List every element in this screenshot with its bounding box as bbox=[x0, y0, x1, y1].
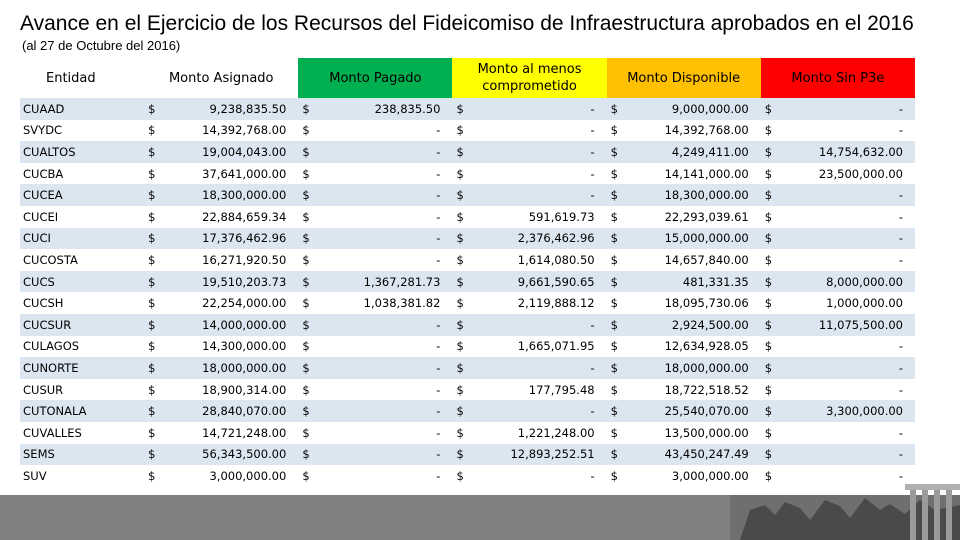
cell-monto-pagado: 1,038,381.82 bbox=[317, 292, 453, 314]
cell-monto-comprometido: 1,221,248.00 bbox=[471, 422, 607, 444]
cell-currency-symbol: $ bbox=[298, 120, 317, 142]
cell-entidad: CUCOSTA bbox=[20, 249, 144, 271]
cell-entidad: CUNORTE bbox=[20, 357, 144, 379]
cell-currency-symbol: $ bbox=[298, 422, 317, 444]
cell-currency-symbol: $ bbox=[607, 98, 626, 120]
table-row bbox=[20, 184, 915, 206]
cell-currency-symbol: $ bbox=[144, 422, 163, 444]
cell-monto-pagado: - bbox=[317, 444, 453, 466]
table-row bbox=[20, 271, 915, 293]
cell-currency-symbol: $ bbox=[144, 184, 163, 206]
cell-currency-symbol: $ bbox=[761, 141, 780, 163]
cell-monto-disponible: 25,540,070.00 bbox=[625, 400, 761, 422]
cell-monto-asignado: 22,254,000.00 bbox=[163, 292, 299, 314]
cell-currency-symbol: $ bbox=[761, 444, 780, 466]
cell-monto-comprometido: 9,661,590.65 bbox=[471, 271, 607, 293]
cell-currency-symbol: $ bbox=[452, 314, 471, 336]
table-row bbox=[20, 357, 915, 379]
cell-currency-symbol: $ bbox=[452, 444, 471, 466]
cell-currency-symbol: $ bbox=[607, 292, 626, 314]
cell-monto-pagado: 1,367,281.73 bbox=[317, 271, 453, 293]
cell-entidad: SVYDC bbox=[20, 120, 144, 142]
cell-currency-symbol: $ bbox=[761, 271, 780, 293]
cell-currency-symbol: $ bbox=[607, 444, 626, 466]
cell-monto-asignado: 14,000,000.00 bbox=[163, 314, 299, 336]
cell-monto-sin-p3e: 11,075,500.00 bbox=[779, 314, 915, 336]
cell-currency-symbol: $ bbox=[144, 357, 163, 379]
cell-monto-comprometido: 1,614,080.50 bbox=[471, 249, 607, 271]
cell-monto-comprometido: 12,893,252.51 bbox=[471, 444, 607, 466]
cell-monto-pagado: - bbox=[317, 141, 453, 163]
cell-monto-asignado: 19,510,203.73 bbox=[163, 271, 299, 293]
cell-currency-symbol: $ bbox=[452, 357, 471, 379]
cell-currency-symbol: $ bbox=[298, 184, 317, 206]
cell-monto-sin-p3e: - bbox=[779, 249, 915, 271]
cell-currency-symbol: $ bbox=[607, 400, 626, 422]
page-title: Avance en el Ejercicio de los Recursos del Fideicomiso de Infraestructura aprobados en el 2016 bbox=[20, 12, 914, 35]
cell-entidad: CUCS bbox=[20, 271, 144, 293]
table-row bbox=[20, 141, 915, 163]
cell-currency-symbol: $ bbox=[144, 292, 163, 314]
cell-currency-symbol: $ bbox=[607, 184, 626, 206]
cell-monto-pagado: - bbox=[317, 206, 453, 228]
cell-monto-asignado: 18,300,000.00 bbox=[163, 184, 299, 206]
cell-monto-sin-p3e: - bbox=[779, 465, 915, 487]
cell-monto-sin-p3e: - bbox=[779, 206, 915, 228]
cell-monto-disponible: 3,000,000.00 bbox=[625, 465, 761, 487]
cell-currency-symbol: $ bbox=[607, 206, 626, 228]
cell-currency-symbol: $ bbox=[607, 163, 626, 185]
cell-currency-symbol: $ bbox=[452, 465, 471, 487]
cell-currency-symbol: $ bbox=[298, 314, 317, 336]
table-row bbox=[20, 163, 915, 185]
cell-monto-comprometido: 591,619.73 bbox=[471, 206, 607, 228]
cell-monto-comprometido: - bbox=[471, 400, 607, 422]
cell-currency-symbol: $ bbox=[607, 120, 626, 142]
cell-monto-pagado: - bbox=[317, 314, 453, 336]
header-monto-sin-p3e: Monto Sin P3e bbox=[761, 58, 915, 98]
cell-monto-pagado: - bbox=[317, 249, 453, 271]
cell-currency-symbol: $ bbox=[298, 444, 317, 466]
cell-currency-symbol: $ bbox=[761, 249, 780, 271]
cell-monto-pagado: - bbox=[317, 228, 453, 250]
cell-currency-symbol: $ bbox=[607, 141, 626, 163]
cell-entidad: CULAGOS bbox=[20, 336, 144, 358]
header-monto-pagado: Monto Pagado bbox=[298, 58, 452, 98]
cell-currency-symbol: $ bbox=[298, 98, 317, 120]
cell-currency-symbol: $ bbox=[761, 379, 780, 401]
cell-monto-comprometido: - bbox=[471, 163, 607, 185]
cell-monto-sin-p3e: 3,300,000.00 bbox=[779, 400, 915, 422]
cell-currency-symbol: $ bbox=[452, 249, 471, 271]
cell-monto-sin-p3e: - bbox=[779, 228, 915, 250]
cell-currency-symbol: $ bbox=[452, 163, 471, 185]
cell-entidad: CUCSH bbox=[20, 292, 144, 314]
cell-monto-disponible: 15,000,000.00 bbox=[625, 228, 761, 250]
cell-monto-sin-p3e: - bbox=[779, 357, 915, 379]
funds-table bbox=[20, 58, 915, 487]
cell-currency-symbol: $ bbox=[607, 249, 626, 271]
cell-currency-symbol: $ bbox=[144, 271, 163, 293]
cell-entidad: CUTONALA bbox=[20, 400, 144, 422]
cell-monto-disponible: 2,924,500.00 bbox=[625, 314, 761, 336]
cell-entidad: CUALTOS bbox=[20, 141, 144, 163]
table-row bbox=[20, 314, 915, 336]
table-header-row bbox=[20, 58, 915, 98]
cell-monto-disponible: 43,450,247.49 bbox=[625, 444, 761, 466]
cell-monto-disponible: 481,331.35 bbox=[625, 271, 761, 293]
cell-monto-pagado: - bbox=[317, 336, 453, 358]
cell-monto-sin-p3e: 1,000,000.00 bbox=[779, 292, 915, 314]
cell-currency-symbol: $ bbox=[144, 206, 163, 228]
cell-monto-pagado: - bbox=[317, 422, 453, 444]
cell-monto-disponible: 18,000,000.00 bbox=[625, 357, 761, 379]
cell-monto-comprometido: - bbox=[471, 98, 607, 120]
cell-currency-symbol: $ bbox=[452, 336, 471, 358]
cell-currency-symbol: $ bbox=[452, 228, 471, 250]
cell-monto-comprometido: 2,376,462.96 bbox=[471, 228, 607, 250]
cell-currency-symbol: $ bbox=[761, 120, 780, 142]
cell-monto-sin-p3e: - bbox=[779, 444, 915, 466]
cell-currency-symbol: $ bbox=[607, 422, 626, 444]
header-monto-disponible: Monto Disponible bbox=[607, 58, 761, 98]
cell-currency-symbol: $ bbox=[607, 357, 626, 379]
table-body bbox=[20, 98, 915, 487]
cell-monto-comprometido: 1,665,071.95 bbox=[471, 336, 607, 358]
cell-monto-comprometido: - bbox=[471, 357, 607, 379]
cell-monto-sin-p3e: - bbox=[779, 336, 915, 358]
cell-monto-asignado: 9,238,835.50 bbox=[163, 98, 299, 120]
cell-currency-symbol: $ bbox=[298, 206, 317, 228]
cell-monto-sin-p3e: 8,000,000.00 bbox=[779, 271, 915, 293]
cell-monto-disponible: 14,392,768.00 bbox=[625, 120, 761, 142]
cell-entidad: CUCEI bbox=[20, 206, 144, 228]
cell-monto-disponible: 14,657,840.00 bbox=[625, 249, 761, 271]
table-row bbox=[20, 422, 915, 444]
cell-monto-sin-p3e: - bbox=[779, 98, 915, 120]
cell-entidad: CUVALLES bbox=[20, 422, 144, 444]
cell-currency-symbol: $ bbox=[607, 379, 626, 401]
cell-currency-symbol: $ bbox=[452, 141, 471, 163]
page-subtitle: (al 27 de Octubre del 2016) bbox=[22, 38, 181, 53]
cell-currency-symbol: $ bbox=[144, 465, 163, 487]
table-row bbox=[20, 206, 915, 228]
cell-currency-symbol: $ bbox=[607, 228, 626, 250]
cell-monto-pagado: - bbox=[317, 400, 453, 422]
cell-entidad: CUSUR bbox=[20, 379, 144, 401]
cell-monto-sin-p3e: - bbox=[779, 379, 915, 401]
cell-monto-disponible: 22,293,039.61 bbox=[625, 206, 761, 228]
cell-currency-symbol: $ bbox=[144, 141, 163, 163]
cell-monto-comprometido: - bbox=[471, 465, 607, 487]
cell-monto-comprometido: - bbox=[471, 120, 607, 142]
cell-currency-symbol: $ bbox=[298, 271, 317, 293]
cell-monto-asignado: 28,840,070.00 bbox=[163, 400, 299, 422]
cell-currency-symbol: $ bbox=[761, 228, 780, 250]
cell-currency-symbol: $ bbox=[144, 336, 163, 358]
cell-monto-asignado: 14,721,248.00 bbox=[163, 422, 299, 444]
cell-monto-sin-p3e: - bbox=[779, 422, 915, 444]
cell-entidad: SUV bbox=[20, 465, 144, 487]
cell-monto-pagado: - bbox=[317, 379, 453, 401]
cell-monto-disponible: 4,249,411.00 bbox=[625, 141, 761, 163]
cell-entidad: CUCSUR bbox=[20, 314, 144, 336]
building-relief-image bbox=[730, 480, 960, 540]
cell-entidad: CUCBA bbox=[20, 163, 144, 185]
cell-monto-asignado: 19,004,043.00 bbox=[163, 141, 299, 163]
cell-monto-comprometido: - bbox=[471, 314, 607, 336]
cell-currency-symbol: $ bbox=[298, 379, 317, 401]
cell-currency-symbol: $ bbox=[761, 206, 780, 228]
cell-currency-symbol: $ bbox=[298, 400, 317, 422]
cell-currency-symbol: $ bbox=[452, 422, 471, 444]
cell-currency-symbol: $ bbox=[761, 163, 780, 185]
cell-currency-symbol: $ bbox=[452, 184, 471, 206]
cell-monto-disponible: 14,141,000.00 bbox=[625, 163, 761, 185]
cell-currency-symbol: $ bbox=[298, 141, 317, 163]
cell-monto-pagado: - bbox=[317, 357, 453, 379]
cell-currency-symbol: $ bbox=[452, 400, 471, 422]
cell-monto-disponible: 12,634,928.05 bbox=[625, 336, 761, 358]
cell-currency-symbol: $ bbox=[607, 336, 626, 358]
cell-monto-asignado: 14,300,000.00 bbox=[163, 336, 299, 358]
table-row bbox=[20, 379, 915, 401]
cell-currency-symbol: $ bbox=[298, 357, 317, 379]
cell-monto-sin-p3e: 14,754,632.00 bbox=[779, 141, 915, 163]
cell-monto-comprometido: - bbox=[471, 184, 607, 206]
cell-currency-symbol: $ bbox=[298, 465, 317, 487]
cell-currency-symbol: $ bbox=[761, 292, 780, 314]
cell-currency-symbol: $ bbox=[761, 98, 780, 120]
table-row bbox=[20, 336, 915, 358]
cell-entidad: SEMS bbox=[20, 444, 144, 466]
cell-monto-pagado: - bbox=[317, 163, 453, 185]
cell-monto-pagado: - bbox=[317, 120, 453, 142]
cell-currency-symbol: $ bbox=[144, 314, 163, 336]
table-row bbox=[20, 400, 915, 422]
cell-monto-pagado: - bbox=[317, 184, 453, 206]
table-row bbox=[20, 249, 915, 271]
cell-monto-asignado: 14,392,768.00 bbox=[163, 120, 299, 142]
table-row bbox=[20, 292, 915, 314]
cell-currency-symbol: $ bbox=[452, 206, 471, 228]
cell-monto-comprometido: - bbox=[471, 141, 607, 163]
cell-monto-sin-p3e: 23,500,000.00 bbox=[779, 163, 915, 185]
cell-monto-sin-p3e: - bbox=[779, 120, 915, 142]
cell-currency-symbol: $ bbox=[144, 400, 163, 422]
cell-currency-symbol: $ bbox=[144, 444, 163, 466]
cell-monto-asignado: 18,000,000.00 bbox=[163, 357, 299, 379]
cell-monto-asignado: 3,000,000.00 bbox=[163, 465, 299, 487]
cell-currency-symbol: $ bbox=[761, 314, 780, 336]
cell-currency-symbol: $ bbox=[761, 336, 780, 358]
cell-entidad: CUCI bbox=[20, 228, 144, 250]
cell-currency-symbol: $ bbox=[452, 292, 471, 314]
cell-currency-symbol: $ bbox=[607, 271, 626, 293]
header-monto-comprometido: Monto al menos comprometido bbox=[452, 58, 606, 98]
cell-monto-disponible: 18,722,518.52 bbox=[625, 379, 761, 401]
table-row bbox=[20, 228, 915, 250]
cell-currency-symbol: $ bbox=[144, 249, 163, 271]
cell-currency-symbol: $ bbox=[298, 292, 317, 314]
cell-currency-symbol: $ bbox=[144, 163, 163, 185]
cell-currency-symbol: $ bbox=[452, 120, 471, 142]
cell-currency-symbol: $ bbox=[144, 120, 163, 142]
cell-currency-symbol: $ bbox=[761, 465, 780, 487]
cell-currency-symbol: $ bbox=[607, 465, 626, 487]
cell-monto-pagado: 238,835.50 bbox=[317, 98, 453, 120]
table-row bbox=[20, 444, 915, 466]
cell-monto-asignado: 18,900,314.00 bbox=[163, 379, 299, 401]
cell-currency-symbol: $ bbox=[761, 422, 780, 444]
cell-currency-symbol: $ bbox=[761, 184, 780, 206]
header-entidad: Entidad bbox=[20, 58, 144, 98]
cell-monto-disponible: 18,095,730.06 bbox=[625, 292, 761, 314]
cell-currency-symbol: $ bbox=[144, 228, 163, 250]
header-monto-asignado: Monto Asignado bbox=[144, 58, 298, 98]
cell-currency-symbol: $ bbox=[298, 228, 317, 250]
cell-monto-pagado: - bbox=[317, 465, 453, 487]
cell-monto-asignado: 17,376,462.96 bbox=[163, 228, 299, 250]
cell-currency-symbol: $ bbox=[607, 314, 626, 336]
cell-entidad: CUAAD bbox=[20, 98, 144, 120]
cell-monto-disponible: 9,000,000.00 bbox=[625, 98, 761, 120]
cell-monto-asignado: 16,271,920.50 bbox=[163, 249, 299, 271]
table-row bbox=[20, 98, 915, 120]
cell-monto-asignado: 37,641,000.00 bbox=[163, 163, 299, 185]
cell-monto-disponible: 18,300,000.00 bbox=[625, 184, 761, 206]
cell-currency-symbol: $ bbox=[452, 271, 471, 293]
cell-entidad: CUCEA bbox=[20, 184, 144, 206]
cell-currency-symbol: $ bbox=[452, 98, 471, 120]
cell-currency-symbol: $ bbox=[761, 400, 780, 422]
table-row bbox=[20, 120, 915, 142]
cell-monto-comprometido: 2,119,888.12 bbox=[471, 292, 607, 314]
cell-monto-asignado: 56,343,500.00 bbox=[163, 444, 299, 466]
cell-currency-symbol: $ bbox=[144, 98, 163, 120]
cell-currency-symbol: $ bbox=[452, 379, 471, 401]
cell-monto-comprometido: 177,795.48 bbox=[471, 379, 607, 401]
cell-currency-symbol: $ bbox=[144, 379, 163, 401]
cell-currency-symbol: $ bbox=[298, 249, 317, 271]
cell-monto-sin-p3e: - bbox=[779, 184, 915, 206]
cell-monto-disponible: 13,500,000.00 bbox=[625, 422, 761, 444]
cell-monto-asignado: 22,884,659.34 bbox=[163, 206, 299, 228]
cell-currency-symbol: $ bbox=[761, 357, 780, 379]
cell-currency-symbol: $ bbox=[298, 336, 317, 358]
cell-currency-symbol: $ bbox=[298, 163, 317, 185]
